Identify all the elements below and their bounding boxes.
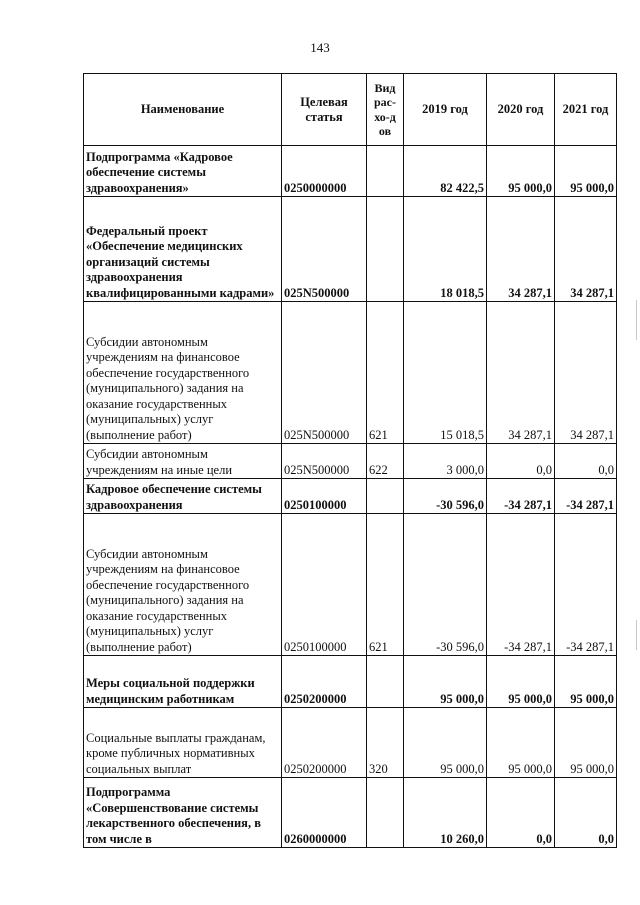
row-name: Кадровое обеспечение системы здравоохранения [84,479,282,514]
row-2019: 95 000,0 [404,708,487,778]
row-name: Федеральный проект «Обеспечение медицинских организаций системы здравоохранения квалифицированными кадрами» [84,197,282,302]
row-target-code: 0250000000 [282,146,367,197]
row-2020: 0,0 [487,778,555,848]
row-vid [367,146,404,197]
row-2019: -30 596,0 [404,514,487,656]
row-target-code: 025N500000 [282,302,367,444]
row-target-code: 025N500000 [282,197,367,302]
row-2020: -34 287,1 [487,479,555,514]
row-2021: 95 000,0 [555,146,617,197]
table-row [84,656,617,708]
row-name: Субсидии автономным учреждениям на финансовое обеспечение государственного (муниципального) задания на оказание государственных (муниципальных) услуг (выполнение работ) [84,514,282,656]
row-2020: -34 287,1 [487,514,555,656]
row-name: Социальные выплаты гражданам, кроме публичных нормативных социальных выплат [84,708,282,778]
column-header-vid-label: Вид рас-хо-дов [374,80,396,138]
column-header-2021: 2021 год [555,74,617,146]
row-2019: -30 596,0 [404,479,487,514]
row-target-code: 0250200000 [282,656,367,708]
scan-edge-mark [636,620,637,650]
row-name: Меры социальной поддержки медицинским работникам [84,656,282,708]
row-target-code: 0250200000 [282,708,367,778]
row-2020: 95 000,0 [487,708,555,778]
row-2020: 34 287,1 [487,302,555,444]
column-header-vid [367,74,404,146]
row-2020: 0,0 [487,444,555,479]
row-target-code: 0250100000 [282,479,367,514]
row-target-code: 0260000000 [282,778,367,848]
row-2020: 95 000,0 [487,656,555,708]
row-2021: 95 000,0 [555,708,617,778]
row-vid [367,479,404,514]
row-name: Подпрограмма «Кадровое обеспечение системы здравоохранения» [84,146,282,197]
row-name: Субсидии автономным учреждениям на финансовое обеспечение государственного (муниципального) задания на оказание государственных (муниципальных) услуг (выполнение работ) [84,302,282,444]
row-2019: 3 000,0 [404,444,487,479]
row-2021: 34 287,1 [555,302,617,444]
row-2021: -34 287,1 [555,514,617,656]
table-header-row [84,74,617,146]
row-2019: 15 018,5 [404,302,487,444]
row-2021: -34 287,1 [555,479,617,514]
row-vid: 621 [367,514,404,656]
row-2021: 34 287,1 [555,197,617,302]
row-2019: 82 422,5 [404,146,487,197]
column-header-target: Целевая статья [282,74,367,146]
row-2019: 10 260,0 [404,778,487,848]
page-number: 143 [310,40,330,55]
scan-edge-mark [636,300,637,340]
table-row [84,708,617,778]
row-target-code: 025N500000 [282,444,367,479]
column-header-2019: 2019 год [404,74,487,146]
row-name: Субсидии автономным учреждениям на иные цели [84,444,282,479]
table-row [84,146,617,197]
row-target-code: 0250100000 [282,514,367,656]
column-header-2020: 2020 год [487,74,555,146]
row-vid: 622 [367,444,404,479]
row-vid [367,656,404,708]
column-header-name: Наименование [84,74,282,146]
row-2021: 0,0 [555,444,617,479]
table-row [84,302,617,444]
budget-table [83,73,617,848]
row-2021: 0,0 [555,778,617,848]
row-vid: 621 [367,302,404,444]
row-2019: 95 000,0 [404,656,487,708]
table-row [84,479,617,514]
table-row [84,514,617,656]
row-vid [367,778,404,848]
row-vid: 320 [367,708,404,778]
row-name: Подпрограмма «Совершенствование системы лекарственного обеспечения, в том числе в [84,778,282,848]
row-2019: 18 018,5 [404,197,487,302]
row-2020: 34 287,1 [487,197,555,302]
table-row [84,778,617,848]
row-vid [367,197,404,302]
row-2020: 95 000,0 [487,146,555,197]
table-row [84,197,617,302]
table-row [84,444,617,479]
row-2021: 95 000,0 [555,656,617,708]
